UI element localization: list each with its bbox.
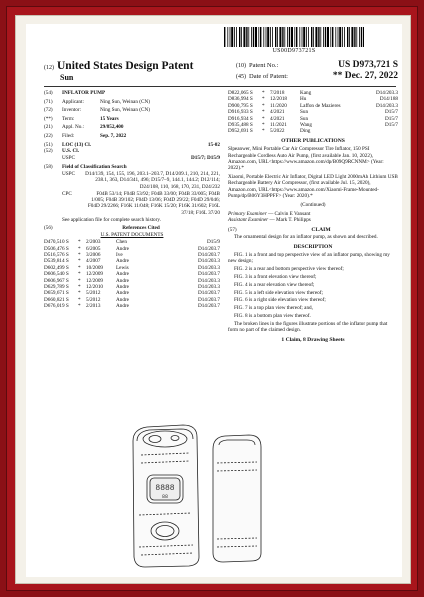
references-title: References Cited bbox=[122, 225, 160, 232]
field-filed: (22) Filed: Sep. 7, 2022 bbox=[44, 133, 220, 139]
field-search: (58) Field of Classification Search bbox=[44, 163, 127, 170]
invention-title: INFLATOR PUMP bbox=[62, 90, 106, 96]
other-publications-title: OTHER PUBLICATIONS bbox=[281, 137, 345, 144]
reference-row: D606,540 S * 12/2009 Andre D14/203.7 bbox=[44, 271, 220, 278]
pump-display-sub: 88 bbox=[161, 494, 169, 500]
picture-frame bbox=[6, 6, 418, 591]
primary-examiner: Primary Examiner — Calvin E Vansant bbox=[228, 210, 311, 217]
uscl-value: D15/7; D15/9 bbox=[191, 155, 220, 162]
reference-row: D822,065 S * 7/2018 Kang D14/203.3 bbox=[228, 90, 398, 96]
patent-date: ** Dec. 27, 2022 bbox=[332, 71, 398, 81]
other-publication: Slpeanwer, Mini Portable Car Air Compressor Tire Inflator, 150 PSI Rechargeable Cordless Auto Air Pump, (first available Jan. 10, 2022), Amazon.com, URL<https://www.amazon.com/dp/B09Q9RCNNM> (Year: 2022).* bbox=[228, 146, 384, 172]
description-item: FIG. 1 is a front and top perspective view of an inflator pump, showing my new design; bbox=[228, 251, 390, 265]
reference-row: D470,510 S * 2/2003 Chen D15/9 bbox=[44, 239, 220, 246]
description-item: The broken lines in the figures illustrate portions of the inflator pump that form no part of the claimed design. bbox=[228, 320, 388, 334]
reference-row: D629,789 S * 12/2010 Andre D14/203.3 bbox=[44, 283, 220, 290]
reference-row: D935,488 S * 11/2021 Wang D15/7 bbox=[228, 122, 398, 129]
description-item: FIG. 3 is a front elevation view thereof; bbox=[234, 273, 317, 280]
inventor-value: Ning Sun, Weinan (CN) bbox=[100, 107, 150, 114]
description-item: FIG. 2 is a rear and bottom perspective view thereof; bbox=[234, 266, 344, 273]
date-code: (45) bbox=[236, 74, 246, 80]
field-loc: (51) LOC (13) Cl. 15-02 bbox=[44, 141, 220, 148]
reference-row: D916,933 S * 4/2021 Sun D15/7 bbox=[228, 109, 398, 116]
reference-row: D660,821 S * 5/2012 Andre D14/203.7 bbox=[44, 296, 220, 303]
header-rule bbox=[44, 86, 396, 87]
right-column bbox=[228, 90, 398, 343]
description-item: FIG. 6 is a right side elevation view thereof; bbox=[234, 297, 326, 304]
description-item: FIG. 7 is a top plan view thereof; and, bbox=[234, 305, 313, 312]
other-publication: Xiaomi, Portable Electric Air Inflator, Digital LED Light 2000mAh Lithium USB Rechargeable Battery Air Compressor, (first available Jul. 15, 2020), Amazon.com, URL<https://www.amazon.com/Xiaomi-Frame-Mounted-Pump/dp/B06Y3HPPFF> (Year: 2020).* bbox=[228, 173, 398, 200]
appl-no-value: 29/852,400 bbox=[100, 124, 124, 131]
left-column bbox=[44, 90, 220, 310]
reference-row: D916,934 S * 4/2021 Sun D15/7 bbox=[228, 115, 398, 122]
patent-no-label: Patent No.: bbox=[249, 62, 279, 69]
claims-count: 1 Claim, 8 Drawing Sheets bbox=[281, 336, 345, 343]
patent-number: US D973,721 S bbox=[338, 60, 398, 70]
description-item: FIG. 8 is a bottom plan view thereof. bbox=[234, 312, 311, 319]
bibliographic-fields bbox=[44, 90, 220, 139]
patent-page bbox=[26, 24, 402, 577]
us-patent-documents-heading: U.S. PATENT DOCUMENTS bbox=[100, 231, 164, 238]
field-uscl: (52) U.S. Cl. bbox=[44, 148, 80, 155]
continued-note: (Continued) bbox=[300, 201, 326, 208]
field-uscl-value: USPC D15/7; D15/9 bbox=[62, 155, 220, 162]
description-title: DESCRIPTION bbox=[293, 243, 333, 250]
reference-row: D506,476 S * 6/2005 Andre D14/203.7 bbox=[44, 245, 220, 252]
field-appl-no: (21) Appl. No.: 29/852,400 bbox=[44, 124, 220, 130]
description-item: FIG. 4 is a rear elevation view thereof; bbox=[234, 281, 315, 288]
reference-row: D516,576 S * 3/2006 Ive D14/203.7 bbox=[44, 251, 220, 258]
field-inventor: (72) Inventor: Ning Sun, Weinan (CN) bbox=[44, 107, 220, 113]
header-right bbox=[236, 60, 398, 81]
reference-row: D952,691 S * 5/2022 Ding bbox=[228, 128, 311, 135]
field-search-note: See application file for complete search history. bbox=[62, 216, 161, 223]
search-cpc-value: F04B 53/14; F04B 53/92; F04B 33/00; F04B 33/005; F04B 1/005; F04B 39/102; F04D 13/06; F04D 29/22; F04D 29/046; F04D 29/2266; F16K 11/048; F16K 15/20; F16K 31/602; F16L 37/18; F16L 37/20 bbox=[87, 190, 220, 216]
field-applicant: (71) Applicant: Ning Sun, Weinan (CN) bbox=[44, 99, 220, 105]
applicant-value: Ning Sun, Weinan (CN) bbox=[100, 98, 150, 105]
filed-value: Sep. 7, 2022 bbox=[100, 132, 127, 139]
field-title: (54) INFLATOR PUMP bbox=[44, 90, 220, 96]
patent-type-title: United States Design Patent bbox=[57, 60, 194, 72]
description-list bbox=[228, 252, 398, 334]
frame-mat bbox=[15, 15, 411, 584]
term-value: 15 Years bbox=[100, 115, 119, 122]
field-search-uspc: USPC D14/139, 154, 155, 196, 203.1–203.7, D14/209.1, 210, 214, 221, 238.1, 363, D14/341, 496; D15/7–9, 144.1, 144.2; D12/114; D24/108, 110, 168, 170, 231, D24/232 bbox=[62, 170, 220, 190]
header-code: (12) bbox=[44, 65, 54, 71]
reference-row: D539,814 S * 4/2007 Andre D14/203.3 bbox=[44, 258, 220, 265]
loc-value: 15-02 bbox=[207, 141, 220, 148]
reference-row: D676,019 S * 2/2013 Andre D14/203.7 bbox=[44, 303, 220, 310]
barcode-number: US00D973721S bbox=[272, 48, 316, 54]
reference-row: D836,994 S * 12/2018 Hu D14/188 bbox=[228, 96, 398, 103]
claim-title: CLAIM bbox=[311, 226, 331, 233]
reference-row: D602,499 S * 10/2009 Lewis D14/203.3 bbox=[44, 264, 220, 271]
reference-row: D659,671 S * 5/2012 Andre D14/203.7 bbox=[44, 290, 220, 297]
field-term: (**) Term: 15 Years bbox=[44, 116, 220, 122]
reference-row: D606,967 S * 12/2009 Andre D14/203.3 bbox=[44, 277, 220, 284]
pump-display-main: 8888 bbox=[155, 484, 175, 493]
claim-text: The ornamental design for an inflator pump, as shown and described. bbox=[234, 234, 378, 241]
references-list-left bbox=[44, 239, 220, 309]
field-search-cpc: CPC F04B 53/14; F04B 53/92; F04B 33/00; F04B 33/005; F04B 1/005; F04B 39/102; F04D 13/06; F04D 29/22; F04D 29/046; F04D 29/2266; F16K 11/048; F16K 15/20; F16K 31/602; F16L 37/18; F16L 37/20 bbox=[62, 190, 220, 216]
references-header: (56) References Cited bbox=[44, 225, 220, 231]
patent-no-code: (10) bbox=[236, 63, 246, 69]
barcode bbox=[224, 27, 364, 47]
description-item: FIG. 5 is a left side elevation view thereof; bbox=[234, 289, 323, 296]
claim-header: (57) CLAIM bbox=[228, 227, 398, 233]
references-list-right bbox=[228, 90, 398, 135]
header-left bbox=[44, 60, 244, 82]
reference-row: D900,795 S * 11/2020 Laffon de Mazieres D14/203.3 bbox=[228, 102, 398, 109]
search-uspc-value: D14/139, 154, 155, 196, 203.1–203.7, D14/209.1, 210, 214, 221, 238.1, 363, D14/341, 496; D15/7–9, 144.1, 144.2; D12/114; D24/108, 110, 168, 170, 231, D24/232 bbox=[85, 170, 220, 190]
date-label: Date of Patent: bbox=[249, 73, 288, 80]
inventor-surname: Sun bbox=[60, 73, 74, 82]
inflator-pump-drawing bbox=[121, 419, 271, 569]
assistant-examiner: Assistant Examiner — Mark T. Philipps bbox=[228, 217, 311, 224]
